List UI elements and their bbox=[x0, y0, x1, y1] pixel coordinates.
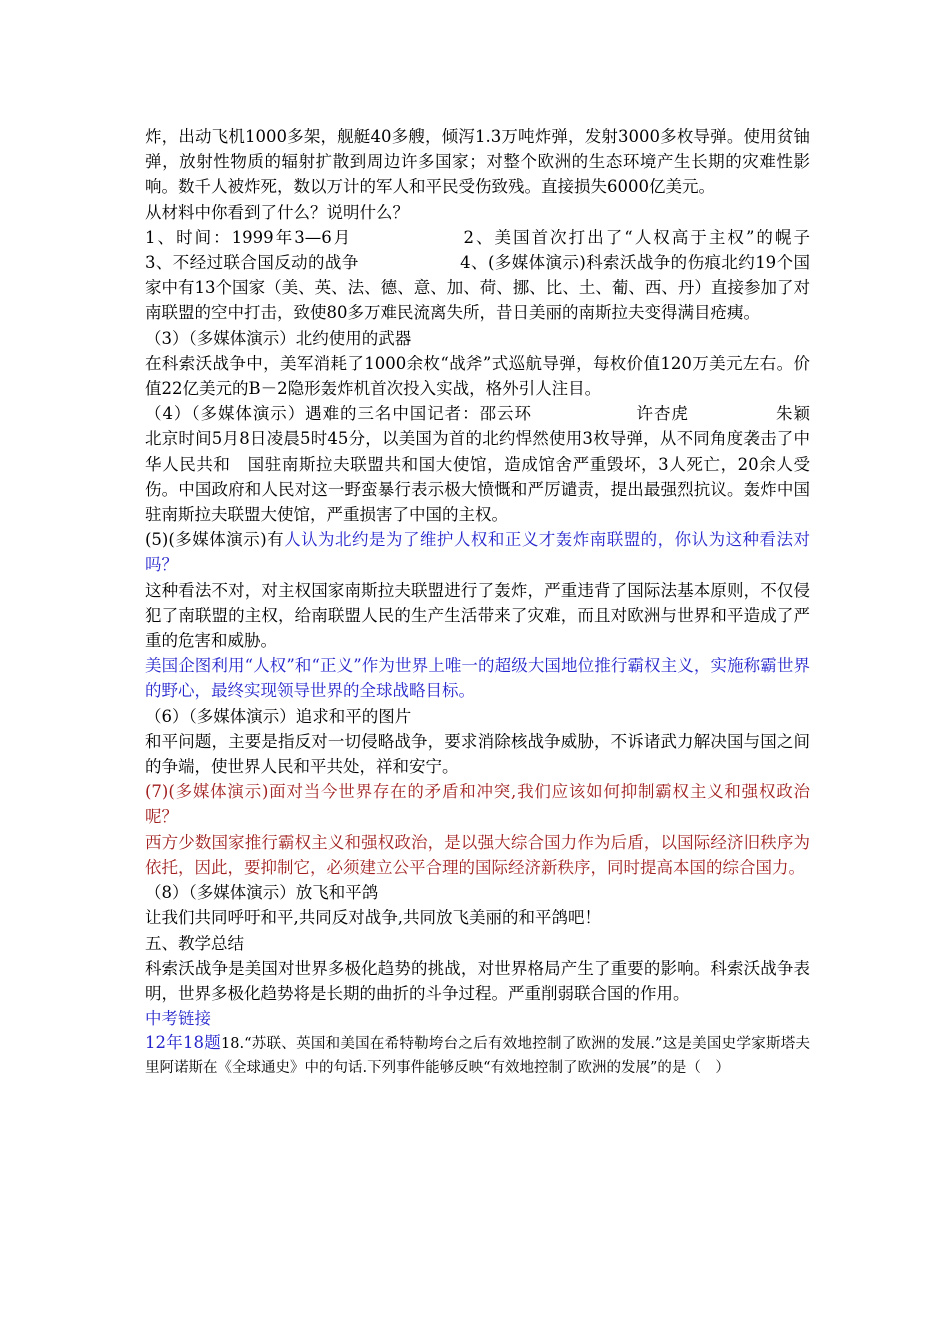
paragraph-exam-question bbox=[145, 1031, 810, 1080]
paragraph-answer-points: 1、时间：1999年3—6月 2、美国首次打出了“人权高于主权”的幌子 3、不经过联合国反动的战争 4、(多媒体演示)科索沃战争的伤痕北约19个国家中有13个国家（美、英、法、德、意、加、荷、挪、比、土、葡、西、丹）直接参加了对南联盟的空中打击，致使80多万难民流离失所，昔日美丽的南斯拉夫变得满目疮痍。 bbox=[145, 227, 876, 323]
heading-peace-pictures: （6）（多媒体演示）追求和平的图片 bbox=[145, 706, 412, 726]
document-body bbox=[145, 124, 876, 1080]
exam-question-label: 12年18题 bbox=[145, 1033, 222, 1053]
paragraph-kosovo-bombing: 炸，出动飞机1000多架，舰艇40多艘，倾泻1.3万吨炸弹，发射3000多枚导弹。使用贫铀弹，放射性物质的辐射扩散到周边许多国家；对整个欧洲的生态环境产生长期的灾难性影响。数千人被炸死，数以万计的军人和平民受伤致残。直接损失6000亿美元。 bbox=[145, 127, 810, 197]
paragraph-question: 从材料中你看到了什么？说明什么？ bbox=[145, 202, 409, 222]
heading-exam-link: 中考链接 bbox=[145, 1009, 211, 1029]
question-text: 人认为北约是为了维护人权和正义才轰炸南联盟的，你认为这种看法对吗？ bbox=[145, 530, 811, 575]
exam-question-text: 18.“苏联、英国和美国在希特勒垮台之后有效地控制了欧洲的发展.”这是美国史学家斯塔夫里阿诺斯在《全球通史》中的句话.下列事件能够反映“有效地控制了欧洲的发展”的是（ ） bbox=[145, 1036, 810, 1077]
paragraph-summary: 科索沃战争是美国对世界多极化趋势的挑战，对世界格局产生了重要的影响。科索沃战争表明，世界多极化趋势将是长期的曲折的斗争过程。严重削弱联合国的作用。 bbox=[145, 958, 810, 1003]
paragraph-weapons: 在科索沃战争中，美军消耗了1000余枚“战斧”式巡航导弹，每枚价值120万美元左右。价值22亿美元的B－2隐形轰炸机首次投入实战，格外引人注目。 bbox=[145, 353, 810, 399]
paragraph-journalists: （4）（多媒体演示）遇难的三名中国记者：邵云环 许杏虎 朱颖 北京时间5月8日凌晨5时45分，以美国为首的北约悍然使用3枚导弹，从不同角度袭击了中华人民共和 国驻南斯拉夫联盟共和国大使馆，造成馆舍严重毁坏，3人死亡，20余人受伤。中国政府和人民对这一野蛮暴行表示极大愤慨和严厉谴责，提出最强烈抗议。轰炸中国驻南斯拉夫联盟大使馆，严重损害了中国的主权。 bbox=[145, 404, 843, 525]
paragraph-call-for-peace: 让我们共同呼吁和平,共同反对战争,共同放飞美丽的和平鸽吧！ bbox=[145, 908, 601, 928]
heading-weapons: （3）（多媒体演示）北约使用的武器 bbox=[145, 328, 412, 348]
paragraph-us-hegemony: 美国企图利用“人权”和“正义”作为世界上唯一的超级大国地位推行霸权主义，实施称霸世界的野心，最终实现领导世界的全球战略目标。 bbox=[145, 656, 810, 701]
heading-peace-dove: （8）（多媒体演示）放飞和平鸽 bbox=[145, 883, 379, 903]
paragraph-answer-wrong-view: 这种看法不对，对主权国家南斯拉夫联盟进行了轰炸，严重违背了国际法基本原则，不仅侵犯了南联盟的主权，给南联盟人民的生产生活带来了灾难，而且对欧洲与世界和平造成了严重的危害和威胁。 bbox=[145, 580, 810, 651]
paragraph-peace-definition: 和平问题，主要是指反对一切侵略战争，要求消除核战争威胁，不诉诸武力解决国与国之间的争端，使世界人民和平共处，祥和安宁。 bbox=[145, 731, 810, 777]
paragraph-hegemony-question: (7)(多媒体演示)面对当今世界存在的矛盾和冲突,我们应该如何抑制霸权主义和强权政治呢？ bbox=[145, 782, 810, 827]
paragraph-human-rights-question bbox=[145, 527, 810, 577]
question-prefix: (5)(多媒体演示)有 bbox=[145, 530, 285, 550]
heading-teaching-summary: 五、教学总结 bbox=[145, 933, 244, 953]
paragraph-hegemony-answer: 西方少数国家推行霸权主义和强权政治，是以强大综合国力作为后盾，以国际经济旧秩序为依托，因此，要抑制它，必须建立公平合理的国际经济新秩序，同时提高本国的综合国力。 bbox=[145, 832, 810, 877]
